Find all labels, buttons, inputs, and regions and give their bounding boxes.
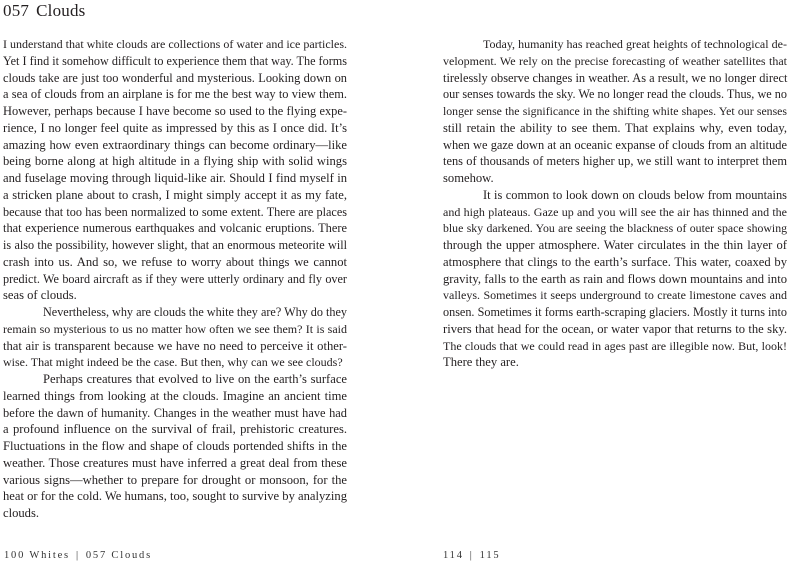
text-line: tens of thousands of meters higher up, we still want to interpret them — [443, 154, 787, 169]
chapter-name: Clouds — [36, 1, 86, 20]
right-page-body — [443, 36, 787, 371]
text-line: and fuselage moving through liquid-like air. Should I find myself in — [3, 171, 347, 185]
paragraph — [3, 371, 347, 522]
page-number-right: 115 — [479, 550, 501, 561]
paragraph — [3, 36, 347, 304]
text-line: gravity, falls to the earth as rain and flows down mountains and into — [443, 271, 787, 286]
text-line: through the upper atmosphere. Water circulates in the thin layer of — [443, 238, 787, 252]
text-line: learned things from looking at the clouds. Imagine an ancient time — [3, 388, 347, 403]
text-line: a profound influence on the survival of frail, prehistoric creatures. — [3, 422, 347, 437]
text-line: crash into us. And so, we refuse to worry about things we cannot — [3, 254, 347, 269]
text-line: when we gaze down at an oceanic expanse of clouds from an altitude — [443, 137, 787, 152]
text-line: various signs—whether to prepare for drought or monsoon, for the — [3, 472, 347, 487]
text-line: being borne along at high altitude in a flying ship with solid wings — [3, 154, 347, 169]
text-line: because that too has been normalized to some extent. There are places — [3, 204, 347, 219]
text-line: rivers that head for the ocean, or water vapor that returns to the sky. — [443, 321, 787, 336]
footer-separator: | — [469, 550, 474, 561]
text-line: amazing how even extraordinary things can become ordinary—like — [3, 137, 347, 152]
text-line: still retain the ability to see them. That explains why, even today, — [443, 120, 787, 135]
text-line: that air is transparent because we have no need to perceive it other- — [3, 338, 347, 353]
text-line: It is common to look down on clouds below from mountains — [483, 187, 787, 202]
text-line: a sea of clouds from an airplane is for me the best way to view them. — [3, 87, 347, 102]
text-line: valleys. Sometimes it seeps underground to create limestone caves and — [443, 288, 787, 303]
text-line: tirelessly observe changes in weather. As a result, we no longer direct — [443, 70, 788, 85]
paragraph — [443, 187, 787, 371]
text-line: However, perhaps because I have become so used to the flying expe- — [3, 104, 347, 118]
text-line: that experience numerous earthquakes and volcanic eruptions. There — [3, 221, 347, 236]
left-page-body — [3, 36, 347, 522]
left-page-footer — [4, 550, 152, 561]
text-line: our senses towards the sky. We no longer read the clouds. Thus, we no — [443, 87, 787, 102]
text-line: There they are. — [443, 355, 519, 370]
text-line: Yet I find it somehow difficult to experience them that way. The forms — [3, 53, 347, 68]
right-page-footer — [443, 550, 500, 561]
text-line: Today, humanity has reached great heights of technological de- — [483, 37, 787, 51]
text-line: blue sky darkened. You are seeing the blackness of outer space showing — [443, 221, 787, 236]
text-line: and high plateaus. Gaze up and you will see the air has thinned and the — [443, 204, 787, 219]
text-line: wise. That might indeed be the case. But then, why can we see clouds? — [3, 355, 343, 370]
paragraph — [443, 36, 787, 187]
text-line: atmosphere that clings to the earth’s surface. This water, coaxed by — [443, 254, 787, 269]
text-line: clouds. — [3, 506, 40, 520]
text-line: Nevertheless, why are clouds the white they are? Why do they — [43, 305, 348, 319]
section-title: 057 Clouds — [85, 550, 152, 561]
text-line: predict. We board aircraft as if they were utterly ordinary and fly over — [3, 271, 347, 286]
text-line: a stricken plane about to crash, I might simply accept it as my fate, — [3, 187, 347, 202]
text-line: remain so mysterious to us no matter how often we see them? It is said — [3, 321, 347, 336]
text-line: onsen. Sometimes it forms earth-scraping glaciers. Mostly it turns into — [443, 305, 787, 319]
text-line: I understand that white clouds are collections of water and ice particles. — [3, 37, 347, 51]
text-line: is also the possibility, however slight, that an enormous meteorite will — [3, 238, 347, 252]
text-line: The clouds that we could read in ages past are illegible now. But, look! — [443, 338, 787, 353]
text-line: Perhaps creatures that evolved to live on the earth’s surface — [43, 372, 347, 386]
text-line: longer sense the significance in the shifting white shapes. Yet our senses — [443, 104, 787, 118]
text-line: before the dawn of humanity. Changes in the weather must have had — [3, 405, 347, 420]
chapter-title — [3, 0, 86, 22]
text-line: somehow. — [443, 171, 494, 185]
chapter-number: 057 — [3, 1, 30, 20]
text-line: rience, I no longer feel quite as impressed by this as I once did. It’s — [3, 120, 347, 135]
text-line: Fluctuations in the flow and shape of clouds portended shifts in the — [3, 439, 347, 453]
paragraph — [3, 304, 347, 371]
page-number-left: 114 — [443, 550, 464, 561]
text-line: velopment. We rely on the precise forecasting of weather satellites that — [443, 53, 787, 68]
text-line: clouds take are just too wonderful and mysterious. Looking down on — [3, 70, 347, 85]
book-title: 100 Whites — [4, 550, 70, 561]
text-line: heat or for the cold. We humans, too, sought to survive by analyzing — [3, 489, 347, 504]
text-line: weather. Those creatures must have inferred a great deal from these — [3, 455, 347, 470]
text-line: seas of clouds. — [3, 288, 77, 303]
footer-separator: | — [75, 550, 80, 561]
